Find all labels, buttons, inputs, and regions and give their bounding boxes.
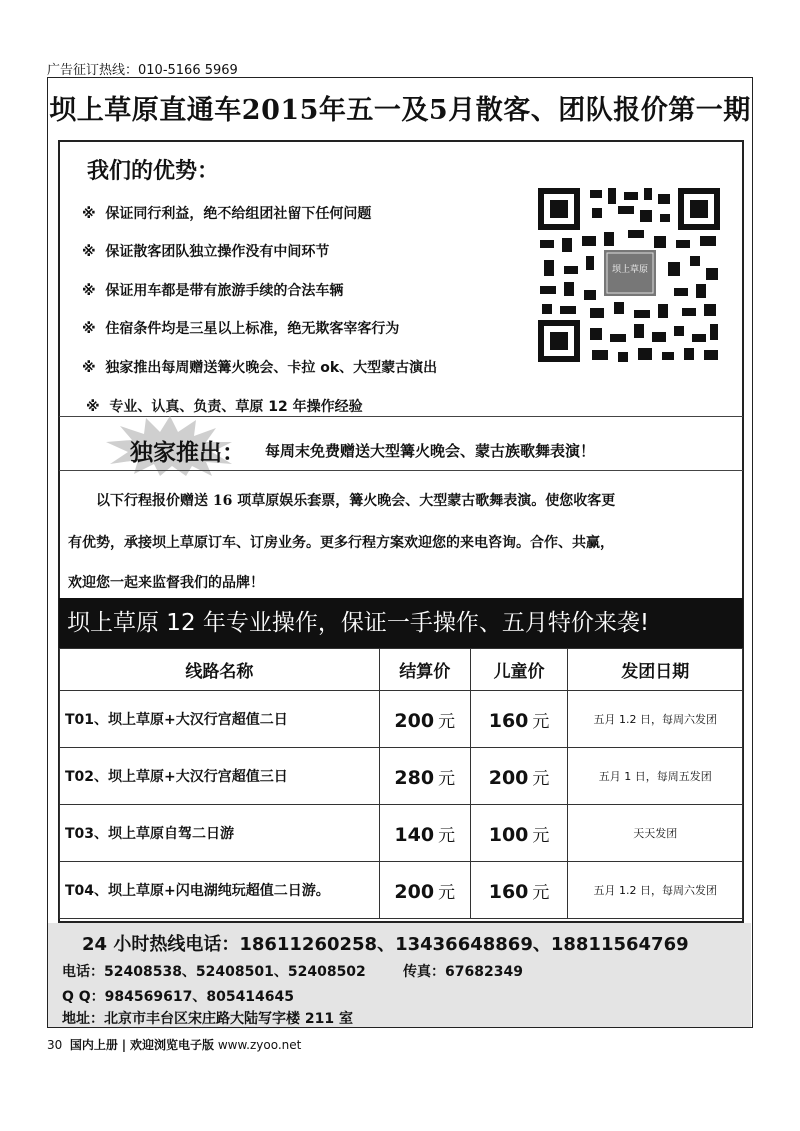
advantage-item: ※ 专业、认真、负责、草原 12 年操作经验 [86,399,363,415]
routes-table [59,648,743,919]
intro-line: 有优势，承接坝上草原订车、订房业务。更多行程方案欢迎您的来电咨询。合作、共赢， [68,535,614,551]
advantage-item: ※ 保证散客团队独立操作没有中间环节 [82,244,330,260]
footer-url[interactable]: www.zyoo.net [217,1038,302,1052]
col-header-price: 结算价 [379,649,470,691]
contact-address: 地址：北京市丰台区宋庄路大陆写字楼 211 室 [62,1011,353,1027]
bullet-icon: ※ [82,360,96,376]
route-date: 五月 1 日，每周五发团 [568,748,743,805]
page-footer [47,1036,301,1053]
table-header-row [60,649,743,691]
route-child-price: 160 元 [470,691,568,748]
bullet-icon: ※ [86,399,100,415]
col-header-child-price: 儿童价 [470,649,568,691]
table-row [60,691,743,748]
page-title: 坝上草原直通车2015年五一及5月散客、团队报价第一期 [49,95,751,126]
exclusive-label: 独家推出： [130,440,245,466]
exclusive-text: 每周末免费赠送大型篝火晚会、蒙古族歌舞表演！ [265,442,596,460]
route-child-price: 160 元 [470,862,568,919]
table-row [60,748,743,805]
route-price: 140 元 [379,805,470,862]
advantage-item: ※ 保证用车都是带有旅游手续的合法车辆 [82,283,344,299]
contact-fax: 传真：67682349 [403,964,523,980]
route-name: T03、坝上草原自驾二日游 [60,805,380,862]
table-row [60,862,743,919]
col-header-route: 线路名称 [60,649,380,691]
route-name: T02、坝上草原+大汉行宫超值三日 [60,748,380,805]
top-ad-hotline: 广告征订热线：010-5166 5969 [47,63,238,78]
qr-finder-pattern [538,320,580,362]
col-header-date: 发团日期 [568,649,743,691]
intro-line: 欢迎您一起来监督我们的品牌！ [68,575,264,591]
route-price: 200 元 [379,691,470,748]
qr-finder-pattern [538,188,580,230]
route-price: 280 元 [379,748,470,805]
route-child-price: 100 元 [470,805,568,862]
intro-line: 以下行程报价赠送 16 项草原娱乐套票，篝火晚会、大型蒙古歌舞表演。使您收客更 [96,493,616,509]
route-date: 天天发团 [568,805,743,862]
bullet-icon: ※ [82,321,96,337]
hotline-24h: 24 小时热线电话：18611260258、13436648869、18811564769 [82,934,689,955]
bullet-icon: ※ [82,244,96,260]
route-date: 五月 1.2 日，每周六发团 [568,691,743,748]
advantage-item: ※ 独家推出每周赠送篝火晚会、卡拉 ok、大型蒙古演出 [82,360,438,376]
table-row [60,805,743,862]
route-date: 五月 1.2 日，每周六发团 [568,862,743,919]
qr-code-icon [534,184,724,366]
footer-slogan: 欢迎浏览电子版 [129,1038,214,1052]
advantage-item: ※ 保证同行利益，绝不给组团社留下任何问题 [82,206,372,222]
contact-phone: 电话：52408538、52408501、52408502 [62,964,366,980]
page-number: 30 [47,1038,63,1052]
advantages-heading: 我们的优势： [87,159,220,184]
footer-separator: | [121,1038,127,1052]
promo-banner: 坝上草原 12 年专业操作，保证一手操作、五月特价来袭! [59,598,743,648]
bullet-icon: ※ [82,283,96,299]
divider [59,470,743,471]
qr-finder-pattern [678,188,720,230]
section-name: 国内上册 [69,1038,118,1052]
route-name: T04、坝上草原+闪电湖纯玩超值二日游。 [60,862,380,919]
bullet-icon: ※ [82,206,96,222]
advantage-item: ※ 住宿条件均是三星以上标准，绝无欺客宰客行为 [82,321,400,337]
qr-logo-text: 坝上草原 [611,265,649,275]
contact-qq: Q Q：984569617、805414645 [62,989,295,1005]
route-name: T01、坝上草原+大汉行宫超值二日 [60,691,380,748]
route-child-price: 200 元 [470,748,568,805]
route-price: 200 元 [379,862,470,919]
